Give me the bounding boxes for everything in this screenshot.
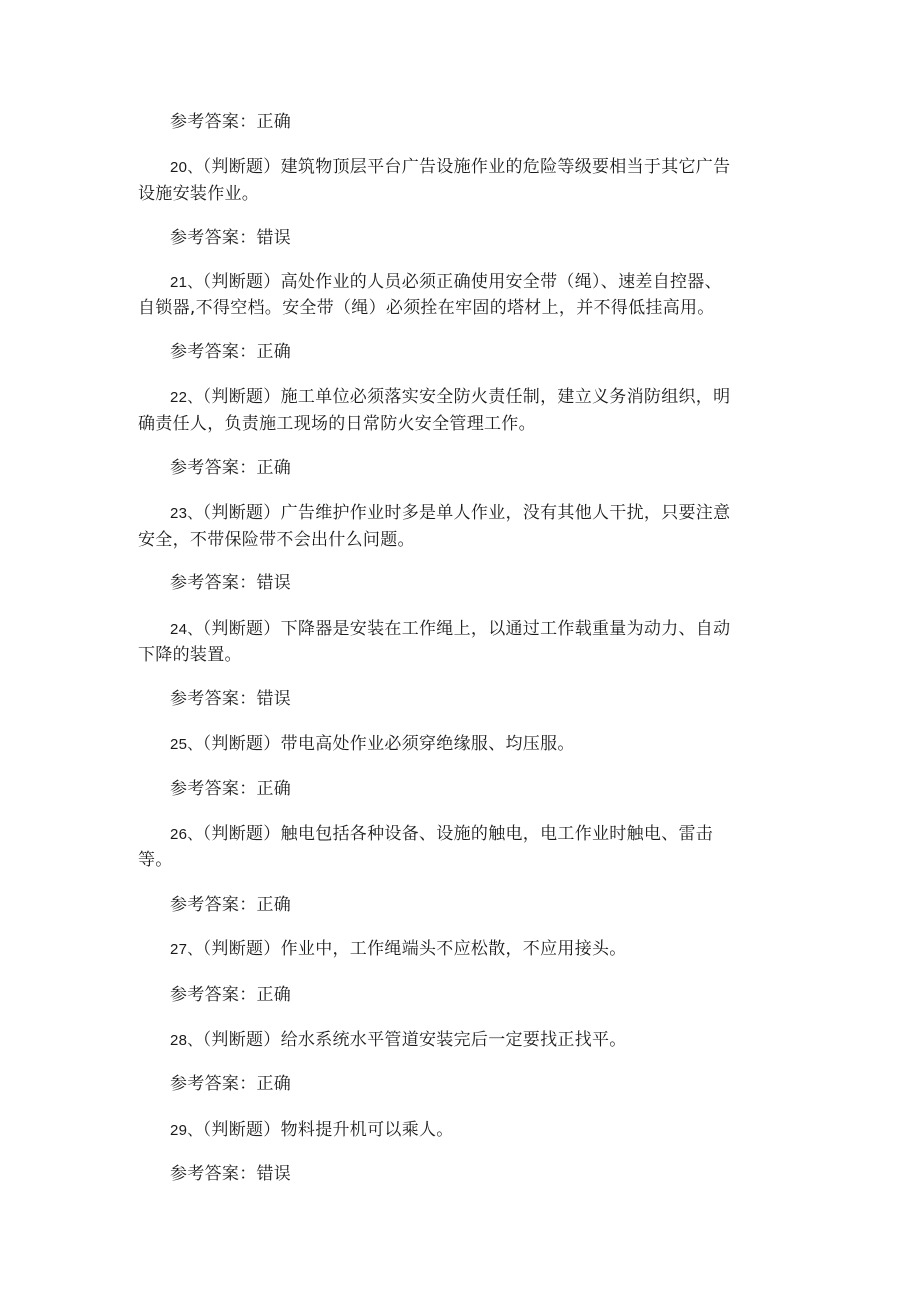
question-number: 26、 xyxy=(170,826,203,843)
question-text: （判断题）作业中，工作绳端头不应松散，不应用接头。 xyxy=(202,939,627,959)
question-number: 21、 xyxy=(170,274,203,291)
question-number: 23、 xyxy=(170,505,203,522)
answer-line xyxy=(170,1163,291,1185)
answer-line xyxy=(170,111,291,133)
question-text: （判断题）下降器是安装在工作绳上，以通过工作载重量为动力、自动 xyxy=(202,619,731,639)
answer-value: 错误 xyxy=(256,1164,292,1184)
question-number: 28、 xyxy=(170,1032,203,1049)
question-text: 自锁器,不得空档。安全带（绳）必须拴在牢固的塔材上，并不得低挂高用。 xyxy=(138,298,715,318)
question-text: （判断题）广告维护作业时多是单人作业，没有其他人干扰，只要注意 xyxy=(202,503,731,523)
answer-value: 正确 xyxy=(256,779,292,799)
answer-value: 正确 xyxy=(256,342,292,362)
answer-label: 参考答案： xyxy=(170,689,257,709)
question-text: （判断题）给水系统水平管道安装完后一定要找正找平。 xyxy=(202,1030,627,1050)
answer-line xyxy=(170,341,291,363)
question-number: 20、 xyxy=(170,159,203,176)
answer-line xyxy=(170,572,291,594)
question-text: 下降的装置。 xyxy=(138,645,242,665)
answer-value: 错误 xyxy=(256,689,292,709)
answer-value: 正确 xyxy=(256,985,292,1005)
question-number: 29、 xyxy=(170,1122,203,1139)
question-20-continuation xyxy=(138,183,259,205)
question-29 xyxy=(170,1119,454,1142)
answer-label: 参考答案： xyxy=(170,1164,257,1184)
answer-label: 参考答案： xyxy=(170,573,257,593)
answer-line xyxy=(170,457,291,479)
question-text: （判断题）高处作业的人员必须正确使用安全带（绳）、速差自控器、 xyxy=(202,272,722,292)
question-25 xyxy=(170,733,575,756)
question-26 xyxy=(170,823,713,846)
question-24-continuation xyxy=(138,644,242,666)
question-text: （判断题）触电包括各种设备、设施的触电，电工作业时触电、雷击 xyxy=(202,824,714,844)
answer-value: 错误 xyxy=(256,228,292,248)
question-text: （判断题）物料提升机可以乘人。 xyxy=(202,1120,454,1140)
question-text: 安全，不带保险带不会出什么问题。 xyxy=(138,530,415,550)
answer-value: 正确 xyxy=(256,112,292,132)
question-22-continuation xyxy=(138,413,536,435)
answer-label: 参考答案： xyxy=(170,779,257,799)
answer-value: 错误 xyxy=(256,573,292,593)
question-number: 24、 xyxy=(170,621,203,638)
question-24 xyxy=(170,618,730,641)
answer-label: 参考答案： xyxy=(170,228,257,248)
answer-value: 正确 xyxy=(256,895,292,915)
answer-line xyxy=(170,1073,291,1095)
question-number: 22、 xyxy=(170,389,203,406)
question-21 xyxy=(170,271,722,294)
answer-label: 参考答案： xyxy=(170,112,257,132)
answer-label: 参考答案： xyxy=(170,458,257,478)
answer-line xyxy=(170,778,291,800)
question-text: 等。 xyxy=(138,850,173,870)
question-22 xyxy=(170,386,730,409)
question-number: 27、 xyxy=(170,941,203,958)
question-23 xyxy=(170,502,730,525)
question-23-continuation xyxy=(138,529,415,551)
answer-value: 正确 xyxy=(256,458,292,478)
answer-label: 参考答案： xyxy=(170,342,257,362)
answer-label: 参考答案： xyxy=(170,985,257,1005)
question-text: （判断题）带电高处作业必须穿绝缘服、均压服。 xyxy=(202,734,575,754)
question-26-continuation xyxy=(138,849,173,871)
question-text: （判断题）建筑物顶层平台广告设施作业的危险等级要相当于其它广告 xyxy=(202,157,731,177)
question-21-continuation xyxy=(138,297,715,319)
answer-line xyxy=(170,227,291,249)
question-text: （判断题）施工单位必须落实安全防火责任制，建立义务消防组织，明 xyxy=(202,387,731,407)
question-text: 设施安装作业。 xyxy=(138,184,260,204)
question-27 xyxy=(170,938,627,961)
answer-value: 正确 xyxy=(256,1074,292,1094)
question-20 xyxy=(170,156,730,179)
answer-line xyxy=(170,894,291,916)
answer-label: 参考答案： xyxy=(170,895,257,915)
question-number: 25、 xyxy=(170,736,203,753)
answer-line xyxy=(170,688,291,710)
question-28 xyxy=(170,1029,627,1052)
question-text: 确责任人，负责施工现场的日常防火安全管理工作。 xyxy=(138,414,536,434)
answer-label: 参考答案： xyxy=(170,1074,257,1094)
answer-line xyxy=(170,984,291,1006)
